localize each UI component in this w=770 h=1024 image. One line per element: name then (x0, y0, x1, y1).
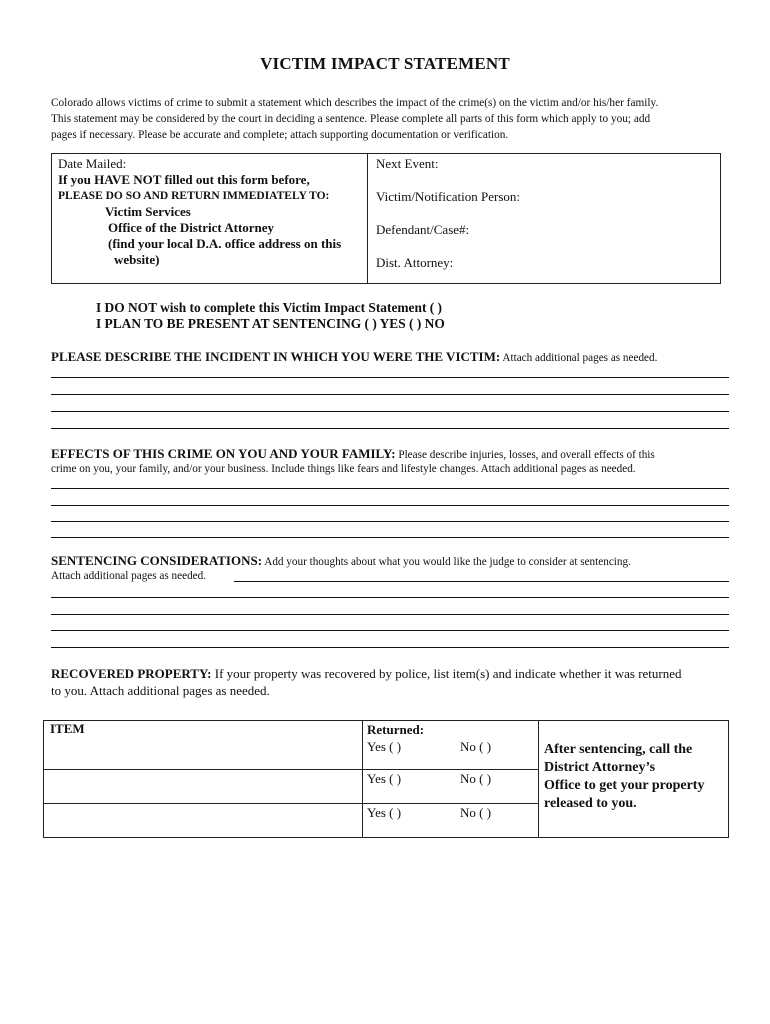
returned-no-option[interactable]: No ( ) (460, 771, 492, 786)
optout-section (96, 300, 445, 332)
recovered-text: If your property was recovered by police, list item(s) and indicate whether it was returned (211, 666, 682, 681)
recovered-property-text (51, 665, 741, 699)
effects-line-2[interactable] (51, 505, 729, 506)
incident-line-4[interactable] (51, 428, 729, 429)
intro-line: Colorado allows victims of crime to submit a statement which describes the impact of the crime(s) on the victim and/or his/her family. (51, 97, 659, 109)
returned-cell (363, 721, 539, 770)
recovered-items-table (43, 720, 729, 838)
incident-line-3[interactable] (51, 411, 729, 412)
incident-line-2[interactable] (51, 394, 729, 395)
intro-line: pages if necessary. Please be accurate and complete; attach supporting documentation or verification. (51, 129, 509, 141)
sentencing-note: Add your thoughts about what you would like the judge to consider at sentencing. (262, 556, 631, 568)
address-line: Office of the District Attorney (108, 220, 275, 235)
returned-yes-option[interactable]: Yes ( ) (367, 739, 402, 754)
returned-header: Returned: (367, 722, 425, 737)
recovered-text-line2: to you. Attach additional pages as needed. (51, 683, 270, 698)
recovered-heading: RECOVERED PROPERTY: (51, 666, 212, 681)
sentencing-heading-text: SENTENCING CONSIDERATIONS: (51, 553, 263, 568)
returned-cell (363, 770, 539, 804)
incident-line-1[interactable] (51, 377, 729, 378)
header-info-box (51, 153, 721, 284)
return-to-label: PLEASE DO SO AND RETURN IMMEDIATELY TO: (58, 190, 330, 202)
returned-yes-option[interactable]: Yes ( ) (367, 771, 402, 786)
box-divider (367, 154, 368, 283)
incident-note: Attach additional pages as needed. (500, 352, 658, 364)
sentencing-note-line2: Attach additional pages as needed. (51, 570, 207, 582)
sentencing-heading (51, 553, 631, 569)
sentencing-line-4[interactable] (51, 630, 729, 631)
returned-no-option[interactable]: No ( ) (460, 739, 492, 754)
note-line: District Attorney’s (544, 760, 656, 775)
sentencing-line-3[interactable] (51, 614, 729, 615)
first-time-instruction: If you HAVE NOT filled out this form before, (58, 172, 310, 187)
defendant-case-field[interactable]: Defendant/Case#: (376, 222, 470, 237)
incident-heading-text: PLEASE DESCRIBE THE INCIDENT IN WHICH YOU WERE THE VICTIM: (51, 349, 501, 364)
sentencing-presence-line[interactable]: I PLAN TO BE PRESENT AT SENTENCING ( ) YES ( ) NO (96, 316, 445, 331)
note-line: Office to get your property (544, 778, 705, 793)
effects-note: Please describe injuries, losses, and overall effects of this (395, 449, 655, 461)
item-cell-3[interactable] (44, 804, 363, 838)
return-instructions (58, 156, 341, 268)
dist-attorney-field[interactable]: Dist. Attorney: (376, 255, 454, 270)
date-mailed-label: Date Mailed: (58, 156, 127, 171)
effects-heading-text: EFFECTS OF THIS CRIME ON YOU AND YOUR FAMILY: (51, 446, 396, 461)
intro-paragraph (51, 95, 741, 143)
address-line: (find your local D.A. office address on this (108, 236, 342, 251)
optout-checkbox-line[interactable]: I DO NOT wish to complete this Victim Impact Statement ( ) (96, 300, 443, 315)
item-header: ITEM (50, 721, 85, 736)
effects-note-line2: crime on you, your family, and/or your business. Include things like fears and lifestyle changes. Attach additional pages as needed. (51, 463, 636, 475)
effects-line-4[interactable] (51, 537, 729, 538)
returned-no-option[interactable]: No ( ) (460, 805, 492, 820)
item-cell-2[interactable] (44, 770, 363, 804)
item-header-cell (44, 721, 363, 770)
notification-person-field[interactable]: Victim/Notification Person: (376, 189, 521, 204)
note-line: After sentencing, call the (544, 742, 693, 757)
intro-line: This statement may be considered by the court in deciding a sentence. Please complete all parts of this form which apply to you; add (51, 113, 651, 125)
address-line: website) (114, 252, 160, 267)
sentencing-line-1[interactable] (234, 581, 729, 582)
next-event-field[interactable]: Next Event: (376, 156, 439, 171)
effects-line-1[interactable] (51, 488, 729, 489)
instruction-note-cell (539, 721, 729, 838)
returned-cell (363, 804, 539, 838)
sentencing-line-2[interactable] (51, 597, 729, 598)
effects-heading (51, 446, 655, 462)
effects-line-3[interactable] (51, 521, 729, 522)
form-title: VICTIM IMPACT STATEMENT (260, 54, 510, 73)
address-line: Victim Services (105, 204, 191, 219)
sentencing-line-5[interactable] (51, 647, 729, 648)
returned-yes-option[interactable]: Yes ( ) (367, 805, 402, 820)
incident-heading (51, 349, 657, 365)
note-line: released to you. (544, 796, 637, 811)
